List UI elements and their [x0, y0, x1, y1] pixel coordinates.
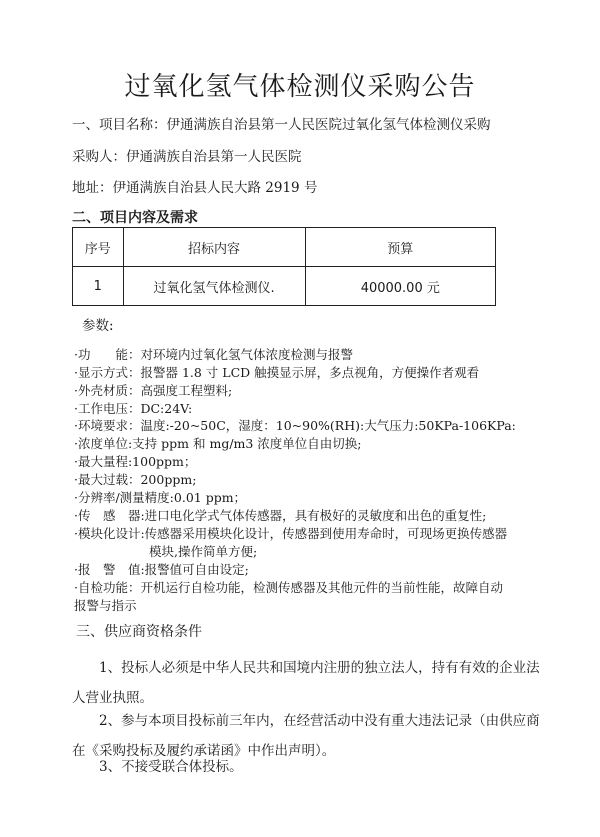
- param-line: ·功 能：对环境内过氧化氢气体浓度检测与报警: [74, 347, 353, 362]
- document-title: 过氧化氢气体检测仪采购公告: [124, 72, 476, 102]
- section3-heading: 三、供应商资格条件: [76, 624, 202, 640]
- table-cell: 40000.00 元: [305, 267, 495, 306]
- section2-heading: 二、项目内容及需求: [72, 210, 198, 226]
- param-line: ·工作电压：DC:24V:: [74, 401, 193, 416]
- param-line: ·外壳材质：高强度工程塑料;: [74, 383, 233, 398]
- param-line: ·自检功能：开机运行自检功能，检测传感器及其他元件的当前性能，故障自动: [74, 580, 503, 595]
- param-line: ·传 感 器:进口电化学式气体传感器，具有极好的灵敏度和出色的重复性;: [74, 508, 487, 523]
- param-line: ·模块化设计:传感器采用模块化设计，传感器到使用寿命时，可现场更换传感器: [74, 526, 508, 541]
- requirement-paragraph: 3、不接受联合体投标。: [99, 759, 243, 775]
- param-line: ·显示方式：报警器 1.8 寸 LCD 触摸显示屏，多点视角，方便操作者观看: [74, 365, 480, 380]
- procurement-table: [72, 227, 496, 306]
- table-row: [73, 267, 496, 306]
- param-line: 模块,操作简单方便;: [74, 544, 258, 559]
- address-line: 地址：伊通满族自治县人民大路 2919 号: [72, 180, 318, 196]
- purchaser-line: 采购人：伊通满族自治县第一人民医院: [72, 149, 302, 165]
- param-line: ·最大量程:100ppm；: [74, 454, 197, 469]
- param-line: ·分辨率/测量精度:0.01 ppm；: [74, 490, 247, 505]
- table-header-row: [73, 228, 496, 267]
- param-line: 报警与指示: [74, 598, 137, 613]
- params-heading: 参数:: [82, 318, 114, 334]
- table-cell: 1: [73, 267, 124, 306]
- table-header-cell: 序号: [73, 228, 124, 267]
- table-header-cell: 招标内容: [123, 228, 305, 267]
- table-cell: 过氧化氢气体检测仪.: [123, 267, 305, 306]
- param-line: ·环境要求：温度:-20~50C，湿度：10~90%(RH):大气压力:50KPa-106KPa:: [74, 418, 516, 433]
- param-line: ·最大过载：200ppm;: [74, 472, 197, 487]
- requirement-paragraph: 2、参与本项目投标前三年内，在经营活动中没有重大违法记录（由供应商在《采购投标及履约承诺函》中作出声明）。: [72, 713, 540, 759]
- table-header-cell: 预算: [305, 228, 495, 267]
- param-line: ·报 警 值:报警值可自由设定;: [74, 562, 249, 577]
- project-name-line: 一、项目名称：伊通满族自治县第一人民医院过氧化氢气体检测仪采购: [72, 117, 491, 133]
- requirement-paragraph: 1、投标人必须是中华人民共和国境内注册的独立法人，持有有效的企业法人营业执照。: [72, 660, 540, 706]
- param-line: ·浓度单位:支持 ppm 和 mg/m3 浓度单位自由切换;: [74, 436, 362, 451]
